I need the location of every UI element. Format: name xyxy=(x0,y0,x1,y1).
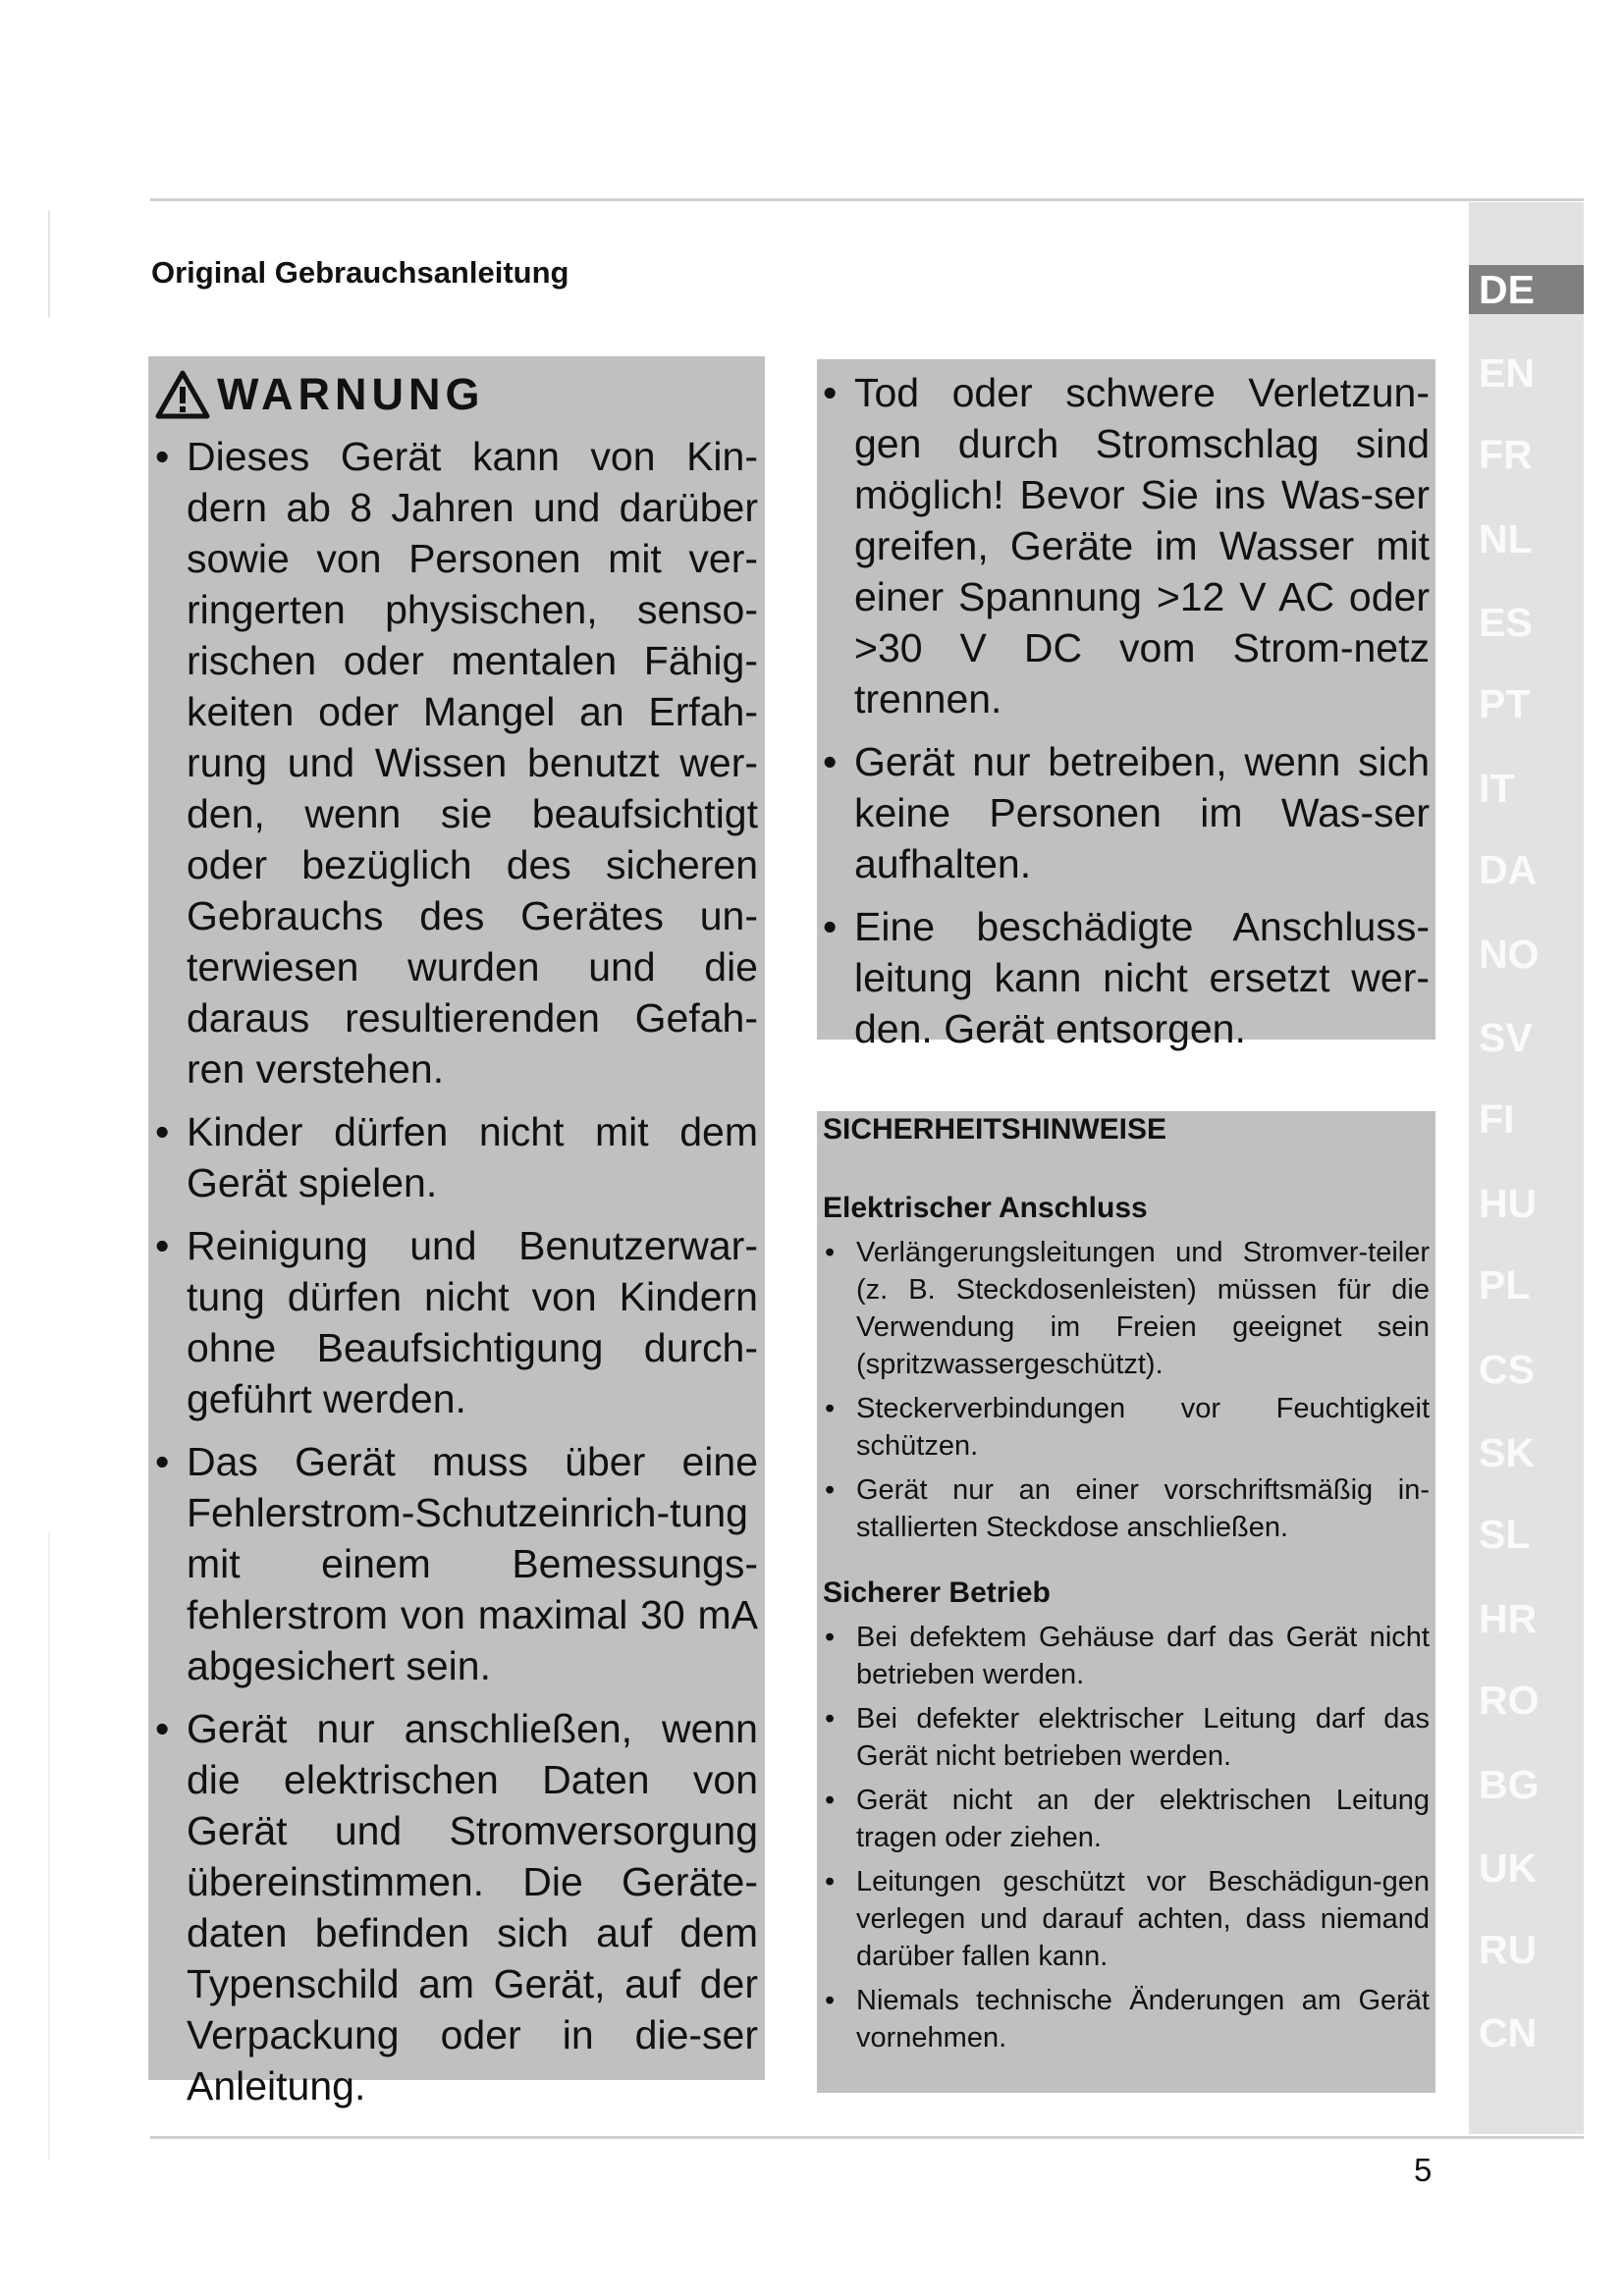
lang-tab-fi[interactable]: FI xyxy=(1479,1096,1515,1142)
warning-list-continued xyxy=(823,367,1430,1054)
safety-item: • Bei defekter elektrischer Leitung darf das Gerät nicht betrieben werden. xyxy=(823,1700,1430,1775)
lang-tab-it[interactable]: IT xyxy=(1479,766,1515,811)
lang-tab-da[interactable]: DA xyxy=(1479,847,1538,892)
warning-box xyxy=(148,356,765,2109)
warning-header xyxy=(155,360,758,429)
bottom-rule xyxy=(150,2136,1584,2139)
lang-tab-fr[interactable]: FR xyxy=(1479,432,1533,477)
warning-triangle-icon xyxy=(155,370,210,419)
lang-tab-pt[interactable]: PT xyxy=(1479,681,1531,726)
lang-tab-cs[interactable]: CS xyxy=(1479,1347,1535,1392)
safety-item: • Steckerverbindungen vor Feuchtigkeit schützen. xyxy=(823,1390,1430,1465)
language-sidebar xyxy=(1469,202,1584,2134)
warning-item: • Reinigung und Benutzerwar-tung dürfen nicht von Kindern ohne Beaufsichtigung durch-geführt werden. xyxy=(155,1220,758,1424)
safety-title: SICHERHEITSHINWEISE xyxy=(823,1113,1167,1146)
page-number: 5 xyxy=(1414,2152,1433,2188)
section-title-operation: Sicherer Betrieb xyxy=(823,1576,1051,1609)
left-margin-line xyxy=(48,211,50,317)
lang-tab-es[interactable]: ES xyxy=(1479,600,1533,645)
safety-box xyxy=(817,1111,1435,2093)
section-title-electrical: Elektrischer Anschluss xyxy=(823,1192,1148,1224)
warning-item: • Kinder dürfen nicht mit dem Gerät spielen. xyxy=(155,1106,758,1208)
safety-item: • Verlängerungsleitungen und Stromver-teiler (z. B. Steckdosenleisten) müssen für die Verwendung im Freien geeignet sein (spritzwassergeschützt). xyxy=(823,1234,1430,1383)
warning-item: • Dieses Gerät kann von Kin-dern ab 8 Jahren und darüber sowie von Personen mit ver-ringerten physischen, senso-rischen oder mentalen Fähig-keiten oder Mangel an Erfah-rung und Wissen benutzt wer-den, wenn sie beaufsichtigt oder bezüglich des sicheren Gebrauchs des Gerätes un-terwiesen wurden und die daraus resultierenden Gefah-ren verstehen. xyxy=(155,431,758,1095)
top-rule xyxy=(150,198,1584,201)
safety-item: • Gerät nicht an der elektrischen Leitung tragen oder ziehen. xyxy=(823,1782,1430,1856)
lang-tab-cn[interactable]: CN xyxy=(1479,2010,1538,2056)
lang-tab-sk[interactable]: SK xyxy=(1479,1430,1535,1475)
electrical-list xyxy=(823,1234,1430,1546)
lang-tab-hu[interactable]: HU xyxy=(1479,1181,1538,1226)
warning-item: • Das Gerät muss über eine Fehlerstrom-Schutzeinrich-tung mit einem Bemessungs-fehlerstrom von maximal 30 mA abgesichert sein. xyxy=(155,1436,758,1691)
warning-box-continued xyxy=(817,359,1435,1051)
lang-tab-ro[interactable]: RO xyxy=(1479,1678,1540,1723)
warning-item: • Gerät nur betreiben, wenn sich keine Personen im Was-ser aufhalten. xyxy=(823,736,1430,889)
left-margin-line-lower xyxy=(48,1531,50,2160)
lang-tab-de[interactable]: DE xyxy=(1469,265,1584,314)
lang-tab-hr[interactable]: HR xyxy=(1479,1596,1538,1641)
lang-tab-bg[interactable]: BG xyxy=(1479,1762,1540,1807)
lang-tab-no[interactable]: NO xyxy=(1479,932,1540,977)
lang-tab-uk[interactable]: UK xyxy=(1479,1845,1538,1891)
warning-title: WARNUNG xyxy=(217,369,485,419)
safety-item: • Gerät nur an einer vorschriftsmäßig in-stallierten Steckdose anschließen. xyxy=(823,1471,1430,1546)
lang-tab-sv[interactable]: SV xyxy=(1479,1015,1533,1060)
warning-item: • Tod oder schwere Verletzun-gen durch Stromschlag sind möglich! Bevor Sie ins Was-ser greifen, Geräte im Wasser mit einer Spannung >12 V AC oder >30 V DC vom Strom-netz trennen. xyxy=(823,367,1430,724)
lang-tab-ru[interactable]: RU xyxy=(1479,1927,1538,1972)
operation-list xyxy=(823,1619,1430,2056)
safety-item: • Leitungen geschützt vor Beschädigun-gen verlegen und darauf achten, dass niemand darüber fallen kann. xyxy=(823,1863,1430,1975)
safety-item: • Bei defektem Gehäuse darf das Gerät nicht betrieben werden. xyxy=(823,1619,1430,1693)
safety-item: • Niemals technische Änderungen am Gerät vornehmen. xyxy=(823,1982,1430,2056)
lang-tab-pl[interactable]: PL xyxy=(1479,1262,1531,1308)
lang-tab-sl[interactable]: SL xyxy=(1479,1512,1531,1557)
lang-tab-en[interactable]: EN xyxy=(1479,350,1535,396)
warning-item: • Eine beschädigte Anschluss-leitung kann nicht ersetzt wer-den. Gerät entsorgen. xyxy=(823,901,1430,1054)
warning-item: • Gerät nur anschließen, wenn die elektrischen Daten von Gerät und Stromversorgung übereinstimmen. Die Geräte-daten befinden sich auf dem Typenschild am Gerät, auf der Verpackung oder in die-ser Anleitung. xyxy=(155,1703,758,2111)
lang-tab-nl[interactable]: NL xyxy=(1479,516,1533,561)
warning-list xyxy=(155,431,758,2111)
page-title: Original Gebrauchsanleitung xyxy=(151,255,569,290)
